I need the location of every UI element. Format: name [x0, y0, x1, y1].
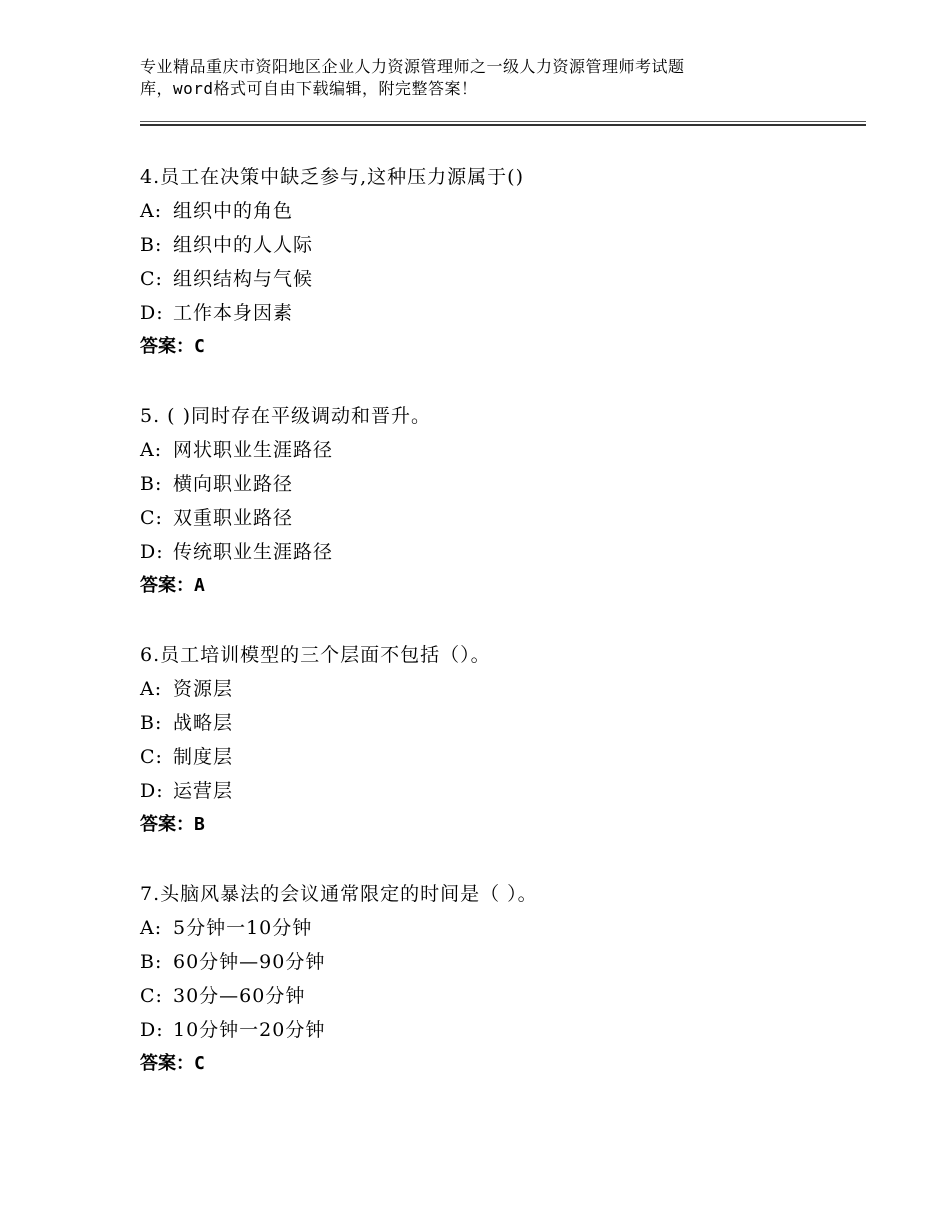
option-text: 传统职业生涯路径	[173, 541, 334, 563]
answer-line: 答案：B	[140, 814, 205, 835]
option-c	[140, 501, 860, 535]
option-key: C:	[140, 507, 163, 529]
option-key: C:	[140, 985, 163, 1007]
option-text: 组织结构与气候	[173, 268, 314, 290]
question-stem: 7.头脑风暴法的会议通常限定的时间是（ ）。	[140, 883, 538, 905]
answer-line: 答案：C	[140, 1053, 205, 1074]
option-key: C:	[140, 746, 163, 768]
option-c	[140, 740, 860, 774]
option-key: A:	[140, 439, 163, 461]
option-key: B:	[140, 951, 163, 973]
option-a	[140, 672, 860, 706]
option-key: A:	[140, 678, 163, 700]
option-text: 资源层	[173, 678, 234, 700]
question-stem: 5. ( )同时存在平级调动和晋升。	[140, 405, 432, 427]
option-b	[140, 228, 860, 262]
option-text: 工作本身因素	[173, 302, 294, 324]
option-text: 组织中的人人际	[173, 234, 314, 256]
option-text: 网状职业生涯路径	[173, 439, 334, 461]
option-a	[140, 911, 860, 945]
option-text: 横向职业路径	[173, 473, 294, 495]
option-text: 运营层	[173, 780, 234, 802]
header-divider-thin	[140, 121, 866, 122]
option-d	[140, 1013, 860, 1047]
option-text: 10分钟一20分钟	[173, 1019, 326, 1041]
option-text: 制度层	[173, 746, 234, 768]
answer-line: 答案：C	[140, 336, 205, 357]
option-b	[140, 945, 860, 979]
header-divider-thick	[140, 124, 866, 126]
option-b	[140, 467, 860, 501]
option-d	[140, 296, 860, 330]
option-text: 组织中的角色	[173, 200, 294, 222]
option-key: B:	[140, 712, 163, 734]
option-key: B:	[140, 473, 163, 495]
option-text: 60分钟—90分钟	[173, 951, 326, 973]
header-title-line-1: 专业精品重庆市资阳地区企业人力资源管理师之一级人力资源管理师考试题	[140, 57, 685, 76]
option-key: B:	[140, 234, 163, 256]
option-d	[140, 535, 860, 569]
option-c	[140, 262, 860, 296]
answer-line: 答案：A	[140, 575, 205, 596]
option-key: D:	[140, 302, 164, 324]
question-block	[140, 399, 860, 603]
question-stem: 4.员工在决策中缺乏参与,这种压力源属于()	[140, 166, 524, 188]
option-key: A:	[140, 200, 163, 222]
option-key: A:	[140, 917, 163, 939]
question-stem: 6.员工培训模型的三个层面不包括（）。	[140, 644, 491, 666]
question-block	[140, 877, 860, 1081]
option-a	[140, 433, 860, 467]
option-text: 5分钟一10分钟	[173, 917, 313, 939]
header-title-line-2: 库，word格式可自由下载编辑，附完整答案！	[140, 79, 478, 98]
option-text: 双重职业路径	[173, 507, 294, 529]
option-key: D:	[140, 780, 164, 802]
option-key: C:	[140, 268, 163, 290]
option-a	[140, 194, 860, 228]
question-block	[140, 638, 860, 842]
option-text: 战略层	[173, 712, 234, 734]
option-d	[140, 774, 860, 808]
option-b	[140, 706, 860, 740]
option-key: D:	[140, 541, 164, 563]
option-text: 30分—60分钟	[173, 985, 306, 1007]
question-block	[140, 160, 860, 364]
document-header	[140, 56, 820, 100]
option-key: D:	[140, 1019, 164, 1041]
option-c	[140, 979, 860, 1013]
